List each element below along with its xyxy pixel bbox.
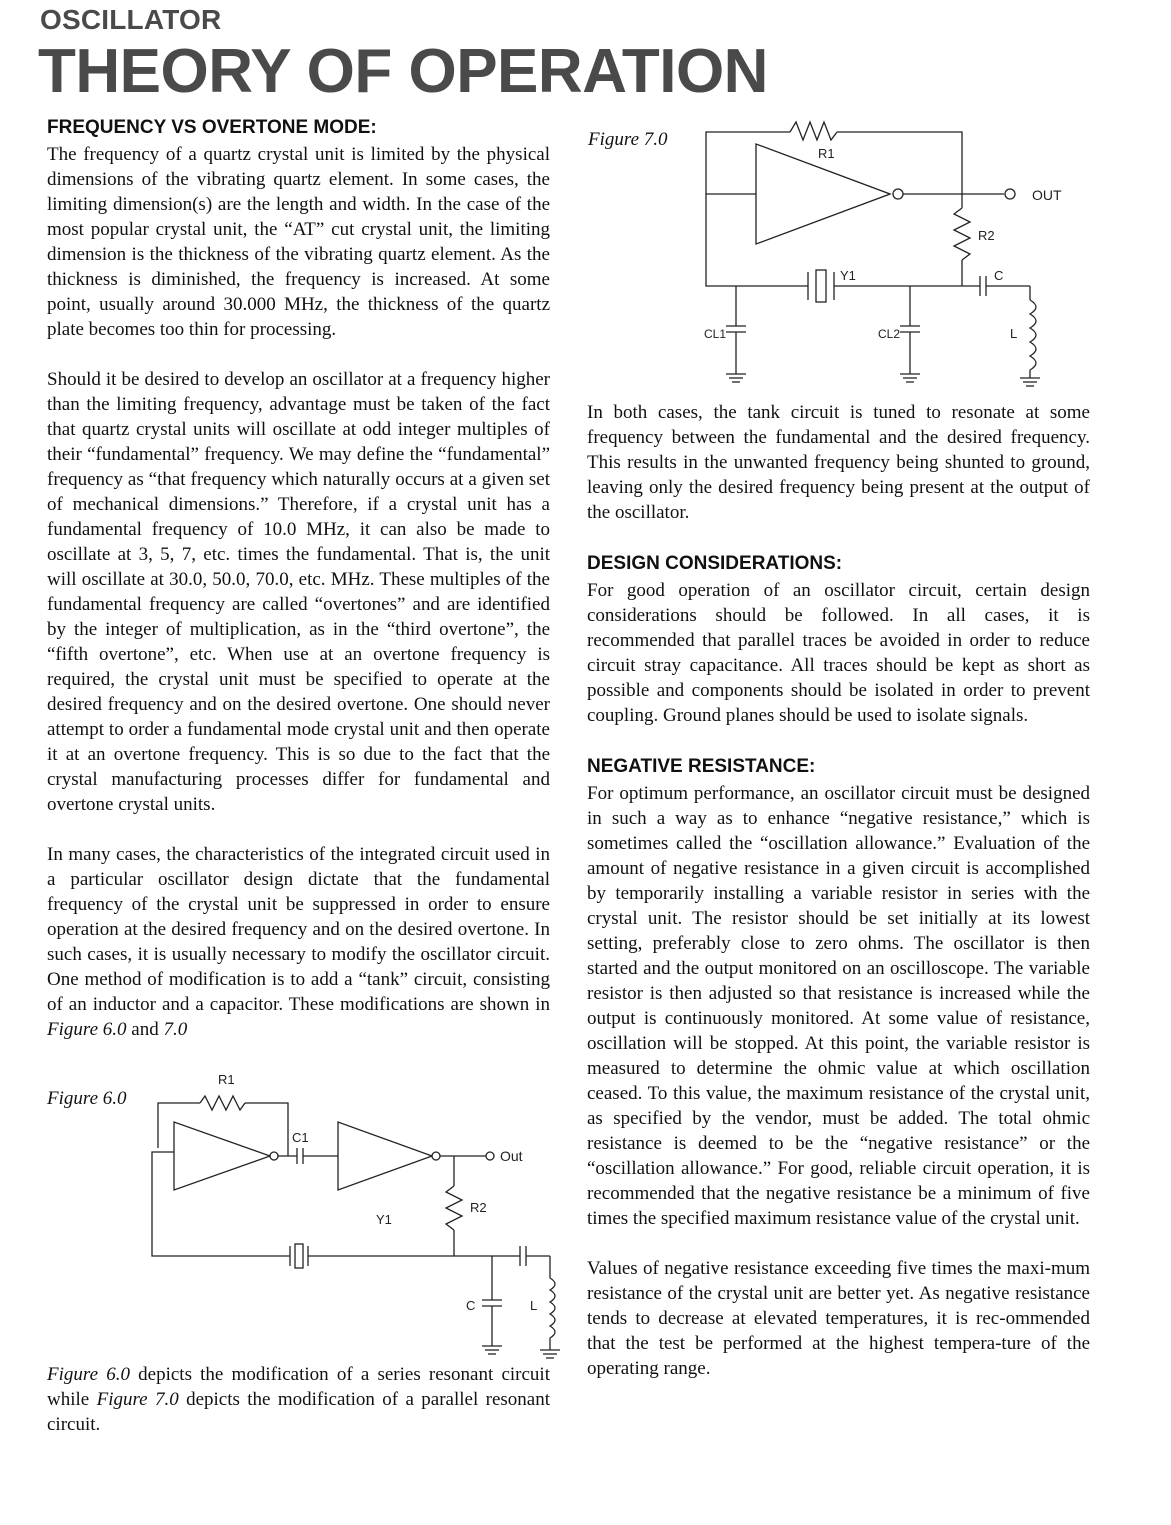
fig7-cl1-label: CL1 [704,327,727,341]
left-column [47,114,550,1042]
fig7-y1-label: Y1 [840,268,856,283]
right-column [587,400,1090,1381]
figure-6-schematic [140,1068,580,1373]
figure-7-svg [690,112,1090,392]
figure-7-schematic [690,112,1090,397]
fig7-r1-label: R1 [818,146,835,161]
figure-7-reference: 7.0 [163,1019,188,1040]
heading-design-considerations: DESIGN CONSIDERATIONS: [587,553,843,574]
conjunction-text: and [126,1019,164,1040]
fig7-cl2-label: CL2 [878,327,901,341]
paragraph-negative-resistance-2: Values of negative resistance exceeding five times the maxi-mum resistance of the crystal unit are better yet. As negative resistance tends to decrease at elevated temperatures, it is rec-ommended that the test be performed at the highest tempera-ture of the operating range. [587,1258,1090,1379]
fig7-c-label: C [994,268,1004,283]
fig6-l-label: L [530,1298,538,1313]
fig6-r1-label: R1 [218,1072,235,1087]
fig6-c-label: C [466,1298,476,1313]
fig6-out-label: Out [500,1148,523,1164]
fig6-c1-label: C1 [292,1130,309,1145]
caption-figure-7: Figure 7.0 [96,1389,179,1410]
caption-figure-6: Figure 6.0 [47,1364,130,1385]
heading-negative-resistance: NEGATIVE RESISTANCE: [587,756,816,777]
fig6-r2-label: R2 [470,1200,487,1215]
paragraph-tank-circuit [47,842,550,1042]
page-title: THEORY OF OPERATION [38,37,768,106]
figure-6-svg [140,1068,580,1368]
heading-frequency-vs-overtone: FREQUENCY VS OVERTONE MODE: [47,117,377,138]
fig7-r2-label: R2 [978,228,995,243]
paragraph-overtones: Should it be desired to develop an oscillator at a frequency higher than the limiting frequency, advantage must be taken of the fact that quartz crystal units will oscillate at odd integer multiples of their “fundamental” frequency. We may define the “fundamental” frequency as “that frequency which naturally occurs at a given set of mechanical dimensions.” Therefore, if a crystal unit has a fundamental frequency of 10.0 MHz, it can also be made to oscillate at 3, 5, 7, etc. times the fundamental. That is, the unit will oscillate at 30.0, 50.0, 70.0, etc. MHz. These multiples of the fundamental frequency are called “overtones” and are identified by the integer of multiplication, as in the “third overtone”, the “fifth overtone”, etc. When use at an overtone frequency is required, the crystal unit must be specified to operate at the desired frequency and on the desired overtone. One should never attempt to order a fundamental mode crystal unit and then operate it at an overtone frequency. This is so due to the fact that the crystal manufacturing processes differ for fundamental and overtone crystal units. [47,369,550,815]
figure-caption [47,1362,550,1437]
paragraph-tank-text: In many cases, the characteristics of the integrated circuit used in a particular oscillator design dictate that the fundamental frequency of the crystal unit be suppressed in order to ensure operation at the desired frequency and on the desired overtone. In such cases, it is usually necessary to modify the oscillator circuit. One method of modification is to add a “tank” circuit, consisting of an inductor and a capacitor. These modifications are shown in [47,844,550,1015]
figure-7-label: Figure 7.0 [588,129,668,150]
section-design-considerations [587,552,1090,728]
fig7-out-label: OUT [1032,187,1062,203]
paragraph-tank-tuning: In both cases, the tank circuit is tuned to resonate at some frequency between the fundamental and the desired frequency. This results in the unwanted frequency being shunted to ground, leaving only the desired frequency being present at the output of the oscillator. [587,402,1090,523]
paragraph-negative-resistance-1: For optimum performance, an oscillator circuit must be designed in such a way as to enhance “negative resistance,” which is sometimes called the “oscillation allowance.” Evaluation of the amount of negative resistance in a given circuit is accomplished by temporarily installing a variable resistor in series with the crystal unit. The resistor should be set initially at its lowest setting, preferably close to zero ohms. The oscillator is then started and the output monitored on an oscilloscope. The variable resistor is then adjusted so that resistance is increased while the output is continuously monitored. At some value of resistance, oscillation will be stopped. At this point, the variable resistor is measured to determine the ohmic value at which oscillation ceased. To this value, the maximum resistance of the crystal unit, as specified by the vendor, must be added. The total ohmic resistance is deemed to be the “negative resistance” or the “oscillation allowance.” For good, reliable circuit operation, it is recommended that the negative resistance be a minimum of five times the specified maximum resistance value of the crystal unit. [587,783,1090,1229]
figure-6-label: Figure 6.0 [47,1088,127,1109]
paragraph-design-considerations: For good operation of an oscillator circuit, certain design considerations should be followed. In all cases, it is recommended that parallel traces be avoided in order to reduce circuit stray capacitance. All traces should be kept as short as possible and components should be isolated in order to prevent coupling. Ground planes should be used to isolate signals. [587,580,1090,726]
paragraph-frequency-limit: The frequency of a quartz crystal unit is limited by the physical dimensions of the vibrating quartz element. In some cases, the limiting dimension(s) are the length and width. In the case of the most popular crystal unit, the “AT” cut crystal unit, the limiting dimension is the thickness of the vibrating quartz element. As the thickness is diminished, the frequency is increased. At some point, usually around 30.000 MHz, the thickness of the quartz plate becomes too thin for processing. [47,144,550,340]
caption-text-end: depicts the modification of a parallel resonant circuit. [47,1389,550,1435]
section-kicker: OSCILLATOR [40,4,222,35]
fig7-l-label: L [1010,326,1018,341]
figure-6-reference: Figure 6.0 [47,1019,127,1040]
fig6-y1-label: Y1 [376,1212,392,1227]
section-negative-resistance [587,755,1090,1381]
caption-text-mid: depicts the modification of a series resonant circuit while [47,1364,550,1410]
